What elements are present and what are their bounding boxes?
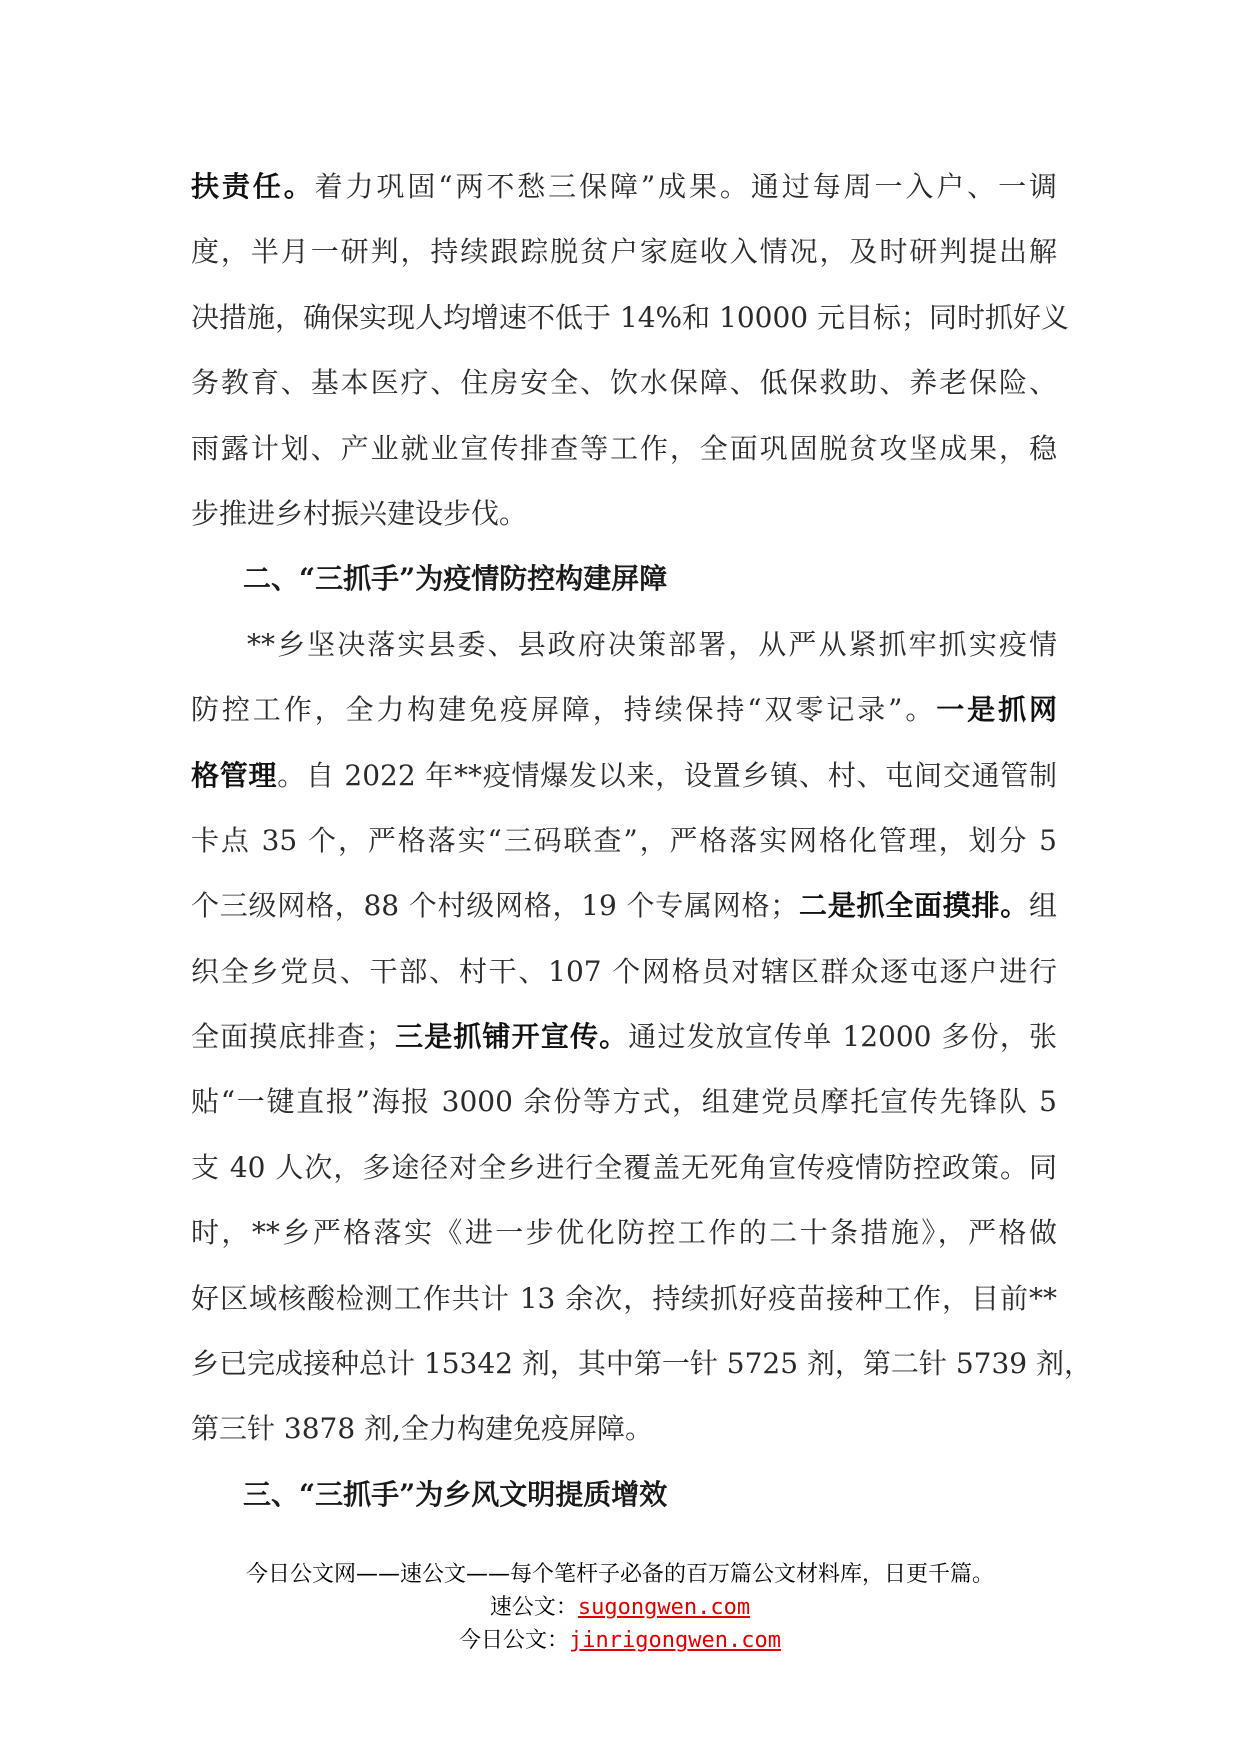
section-heading [191, 1474, 1057, 1539]
text-run: 支 40 人次，多途径对全乡进行全覆盖无死角宣传疫情防控政策。同 [191, 1150, 1057, 1184]
text-line [191, 231, 1057, 296]
footer-site2 [0, 1624, 1240, 1657]
bold-text: 三是抓铺开宣传。 [393, 1020, 629, 1054]
site2-label: 今日公文： [459, 1628, 570, 1653]
text-line [191, 689, 1057, 754]
document-body [191, 166, 1092, 1539]
text-run: **乡坚决落实县委、县政府决策部署，从严从紧抓牢抓实疫情 [247, 627, 1057, 661]
text-line [191, 1147, 1057, 1212]
text-run: 贴“一键直报”海报 3000 余份等方式，组建党员摩托宣传先锋队 5 [191, 1085, 1057, 1119]
text-run: 组 [1028, 889, 1057, 923]
text-line [191, 755, 1057, 820]
bold-text: 格管理 [191, 758, 278, 792]
text-run: 务教育、基本医疗、住房安全、饮水保障、低保救助、养老保险、 [191, 366, 1057, 400]
text-run: 织全乡党员、干部、村干、107 个网格员对辖区群众逐屯逐户进行 [191, 954, 1057, 988]
text-run: 第三针 3878 剂,全力构建免疫屏障。 [191, 1412, 653, 1446]
text-line [191, 493, 1057, 558]
bold-text: 一是抓网 [936, 693, 1057, 727]
text-line [191, 624, 1057, 689]
text-line [191, 297, 1070, 362]
text-run: 通过发放宣传单 12000 多份，张 [628, 1020, 1057, 1054]
text-run: 全面摸底排查； [191, 1020, 394, 1054]
text-line [191, 362, 1057, 427]
text-run: 三、“三抓手”为乡风文明提质增效 [243, 1477, 668, 1511]
text-run: 雨露计划、产业就业宣传排查等工作，全面巩固脱贫攻坚成果，稳 [191, 431, 1057, 465]
text-line [191, 1343, 1092, 1408]
bold-text: 二是抓全面摸排。 [798, 889, 1029, 923]
text-run: 。自 2022 年**疫情爆发以来，设置乡镇、村、屯间交通管制 [277, 758, 1057, 792]
text-line [191, 951, 1057, 1016]
text-run: 防控工作，全力构建免疫屏障，持续保持“双零记录”。 [191, 693, 937, 727]
text-run: 时，**乡严格落实《进一步优化防控工作的二十条措施》，严格做 [191, 1216, 1057, 1250]
text-line [191, 1212, 1057, 1277]
text-run: 好区域核酸检测工作共计 13 余次，持续抓好疫苗接种工作，目前** [191, 1281, 1057, 1315]
text-run: 度，半月一研判，持续跟踪脱贫户家庭收入情况，及时研判提出解 [191, 235, 1057, 269]
text-run: 乡已完成接种总计 15342 剂，其中第一针 5725 剂，第二针 5739 剂， [191, 1347, 1092, 1381]
footer-site1 [0, 1591, 1240, 1624]
text-line [191, 1081, 1057, 1146]
section-heading [191, 558, 1057, 623]
text-line [191, 166, 1057, 231]
text-run: 个三级网格，88 个村级网格，19 个专属网格； [191, 889, 799, 923]
site1-label: 速公文： [489, 1595, 578, 1620]
footer-tagline: 今日公文网——速公文——每个笔杆子必备的百万篇公文材料库，日更千篇。 [245, 1562, 994, 1587]
text-line [191, 1016, 1057, 1081]
text-run: 着力巩固“两不愁三保障”成果。通过每周一入户、一调 [314, 170, 1057, 203]
text-run: 步推进乡村振兴建设步伐。 [191, 496, 528, 530]
text-line [191, 1408, 1057, 1473]
site1-link[interactable]: sugongwen.com [577, 1595, 751, 1620]
text-run: 决措施，确保实现人均增速不低于 14%和 10000 元目标；同时抓好义 [191, 300, 1070, 334]
bold-text: 扶责任。 [191, 170, 315, 203]
site2-link[interactable]: jinrigongwen.com [569, 1628, 781, 1653]
promo-footer [0, 1558, 1240, 1657]
text-line [191, 1278, 1057, 1343]
text-run: 二、“三抓手”为疫情防控构建屏障 [243, 562, 668, 596]
text-line [191, 885, 1057, 950]
text-line [191, 428, 1057, 493]
text-line [191, 820, 1057, 885]
text-run: 卡点 35 个，严格落实“三码联查”，严格落实网格化管理，划分 5 [191, 823, 1057, 857]
